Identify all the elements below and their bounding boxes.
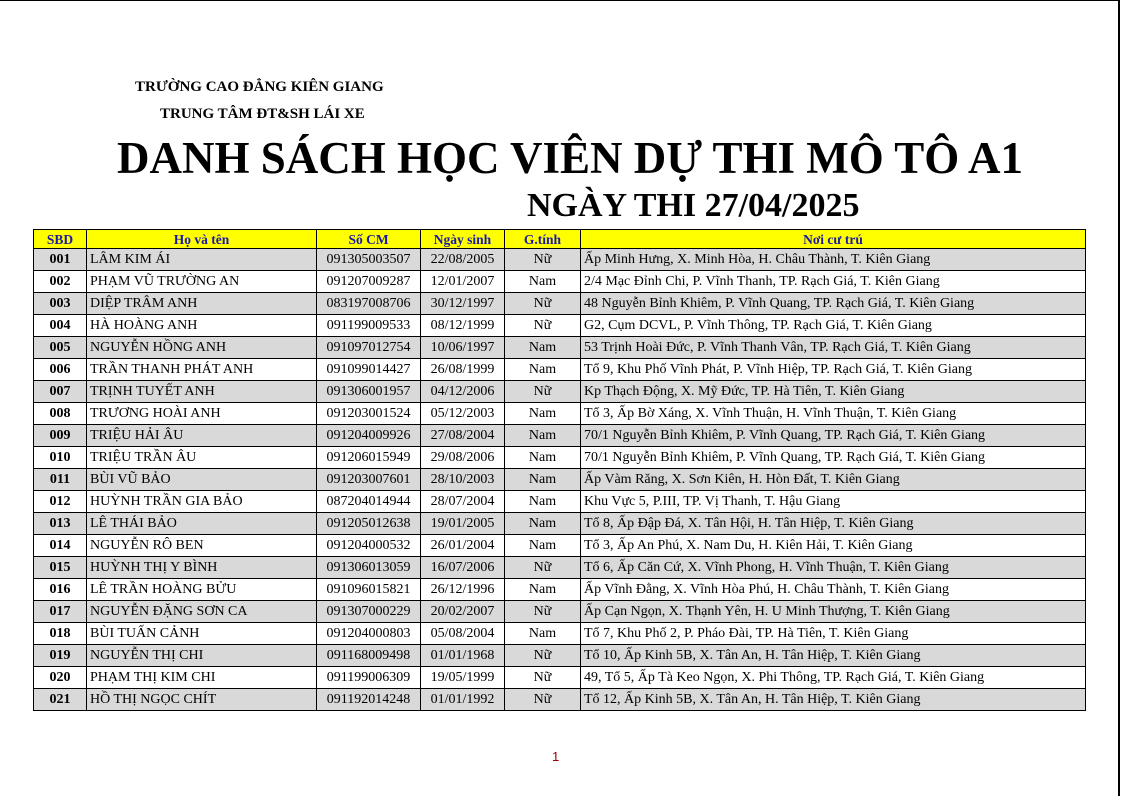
- table-row: [34, 535, 1086, 557]
- cell-id-number: 091207009287: [317, 271, 421, 293]
- cell-full-name: TRIỆU HẢI ÂU: [87, 425, 317, 447]
- cell-residence: Tổ 10, Ấp Kinh 5B, X. Tân An, H. Tân Hiệp, T. Kiên Giang: [581, 645, 1086, 667]
- cell-full-name: PHẠM THỊ KIM CHI: [87, 667, 317, 689]
- cell-gender: Nữ: [505, 667, 581, 689]
- table-row: [34, 491, 1086, 513]
- cell-full-name: LÊ THÁI BẢO: [87, 513, 317, 535]
- cell-gender: Nam: [505, 403, 581, 425]
- table-row: [34, 403, 1086, 425]
- cell-id-number: 083197008706: [317, 293, 421, 315]
- table-row: [34, 513, 1086, 535]
- cell-birth-date: 27/08/2004: [421, 425, 505, 447]
- cell-birth-date: 26/12/1996: [421, 579, 505, 601]
- school-name: TRƯỜNG CAO ĐẲNG KIÊN GIANG: [135, 79, 384, 95]
- cell-birth-date: 29/08/2006: [421, 447, 505, 469]
- cell-id-number: 091199006309: [317, 667, 421, 689]
- cell-full-name: TRỊNH TUYẾT ANH: [87, 381, 317, 403]
- cell-birth-date: 16/07/2006: [421, 557, 505, 579]
- cell-id-number: 091305003507: [317, 249, 421, 271]
- cell-residence: Ấp Cạn Ngọn, X. Thạnh Yên, H. U Minh Thượng, T. Kiên Giang: [581, 601, 1086, 623]
- cell-id-number: 091096015821: [317, 579, 421, 601]
- cell-birth-date: 19/01/2005: [421, 513, 505, 535]
- table-row: [34, 557, 1086, 579]
- cell-id-number: 091204000803: [317, 623, 421, 645]
- cell-id-number: 091307000229: [317, 601, 421, 623]
- cell-birth-date: 28/10/2003: [421, 469, 505, 491]
- cell-residence: 2/4 Mạc Đỉnh Chi, P. Vĩnh Thanh, TP. Rạch Giá, T. Kiên Giang: [581, 271, 1086, 293]
- cell-sbd: 008: [34, 403, 87, 425]
- cell-gender: Nam: [505, 337, 581, 359]
- cell-id-number: 091205012638: [317, 513, 421, 535]
- cell-gender: Nam: [505, 579, 581, 601]
- cell-residence: Tổ 12, Ấp Kinh 5B, X. Tân An, H. Tân Hiệp, T. Kiên Giang: [581, 689, 1086, 711]
- cell-birth-date: 30/12/1997: [421, 293, 505, 315]
- cell-id-number: 091204000532: [317, 535, 421, 557]
- cell-gender: Nam: [505, 447, 581, 469]
- cell-birth-date: 28/07/2004: [421, 491, 505, 513]
- cell-residence: G2, Cụm DCVL, P. Vĩnh Thông, TP. Rạch Giá, T. Kiên Giang: [581, 315, 1086, 337]
- table-body: [34, 249, 1086, 711]
- table-row: [34, 293, 1086, 315]
- cell-id-number: 091306013059: [317, 557, 421, 579]
- cell-residence: 53 Trịnh Hoài Đức, P. Vĩnh Thanh Vân, TP. Rạch Giá, T. Kiên Giang: [581, 337, 1086, 359]
- cell-id-number: 091192014248: [317, 689, 421, 711]
- cell-id-number: 091168009498: [317, 645, 421, 667]
- cell-sbd: 009: [34, 425, 87, 447]
- table-row: [34, 425, 1086, 447]
- table-row: [34, 315, 1086, 337]
- cell-gender: Nam: [505, 469, 581, 491]
- cell-birth-date: 10/06/1997: [421, 337, 505, 359]
- cell-full-name: HỒ THỊ NGỌC CHÍT: [87, 689, 317, 711]
- cell-gender: Nam: [505, 491, 581, 513]
- table-row: [34, 667, 1086, 689]
- cell-id-number: 087204014944: [317, 491, 421, 513]
- column-header-birth-date: Ngày sinh: [421, 230, 505, 249]
- cell-sbd: 004: [34, 315, 87, 337]
- cell-sbd: 006: [34, 359, 87, 381]
- cell-full-name: LÂM KIM ÁI: [87, 249, 317, 271]
- cell-full-name: TRIỆU TRẦN ÂU: [87, 447, 317, 469]
- cell-birth-date: 04/12/2006: [421, 381, 505, 403]
- cell-sbd: 010: [34, 447, 87, 469]
- cell-gender: Nữ: [505, 557, 581, 579]
- cell-sbd: 005: [34, 337, 87, 359]
- page-number: 1: [552, 749, 560, 764]
- cell-residence: Tổ 9, Khu Phố Vĩnh Phát, P. Vĩnh Hiệp, TP. Rạch Giá, T. Kiên Giang: [581, 359, 1086, 381]
- cell-full-name: NGUYỄN ĐẶNG SƠN CA: [87, 601, 317, 623]
- cell-id-number: 091099014427: [317, 359, 421, 381]
- cell-birth-date: 01/01/1992: [421, 689, 505, 711]
- cell-residence: Ấp Vàm Răng, X. Sơn Kiên, H. Hòn Đất, T. Kiên Giang: [581, 469, 1086, 491]
- table-row: [34, 337, 1086, 359]
- column-header-name: Họ và tên: [87, 230, 317, 249]
- cell-full-name: NGUYỄN HỒNG ANH: [87, 337, 317, 359]
- cell-id-number: 091203001524: [317, 403, 421, 425]
- cell-residence: Tổ 8, Ấp Đập Đá, X. Tân Hội, H. Tân Hiệp, T. Kiên Giang: [581, 513, 1086, 535]
- cell-gender: Nam: [505, 513, 581, 535]
- column-header-residence: Nơi cư trú: [581, 230, 1086, 249]
- cell-gender: Nam: [505, 271, 581, 293]
- cell-birth-date: 20/02/2007: [421, 601, 505, 623]
- cell-full-name: TRẦN THANH PHÁT ANH: [87, 359, 317, 381]
- cell-full-name: NGUYỄN RÔ BEN: [87, 535, 317, 557]
- table-row: [34, 623, 1086, 645]
- cell-gender: Nam: [505, 425, 581, 447]
- cell-gender: Nữ: [505, 381, 581, 403]
- cell-sbd: 013: [34, 513, 87, 535]
- cell-id-number: 091199009533: [317, 315, 421, 337]
- cell-id-number: 091204009926: [317, 425, 421, 447]
- cell-birth-date: 19/05/1999: [421, 667, 505, 689]
- cell-sbd: 001: [34, 249, 87, 271]
- cell-residence: 48 Nguyễn Bỉnh Khiêm, P. Vĩnh Quang, TP. Rạch Giá, T. Kiên Giang: [581, 293, 1086, 315]
- column-header-gender: G.tính: [505, 230, 581, 249]
- cell-birth-date: 26/08/1999: [421, 359, 505, 381]
- cell-residence: Khu Vực 5, P.III, TP. Vị Thanh, T. Hậu Giang: [581, 491, 1086, 513]
- cell-residence: Ấp Minh Hưng, X. Minh Hòa, H. Châu Thành, T. Kiên Giang: [581, 249, 1086, 271]
- cell-full-name: DIỆP TRÂM ANH: [87, 293, 317, 315]
- cell-gender: Nữ: [505, 293, 581, 315]
- cell-gender: Nữ: [505, 601, 581, 623]
- table-row: [34, 381, 1086, 403]
- cell-birth-date: 08/12/1999: [421, 315, 505, 337]
- cell-sbd: 017: [34, 601, 87, 623]
- cell-sbd: 007: [34, 381, 87, 403]
- cell-birth-date: 12/01/2007: [421, 271, 505, 293]
- cell-residence: Tổ 6, Ấp Căn Cứ, X. Vĩnh Phong, H. Vĩnh Thuận, T. Kiên Giang: [581, 557, 1086, 579]
- cell-full-name: BÙI VŨ BẢO: [87, 469, 317, 491]
- cell-residence: 70/1 Nguyễn Bỉnh Khiêm, P. Vĩnh Quang, TP. Rạch Giá, T. Kiên Giang: [581, 447, 1086, 469]
- cell-sbd: 011: [34, 469, 87, 491]
- cell-residence: 49, Tổ 5, Ấp Tà Keo Ngọn, X. Phi Thông, TP. Rạch Giá, T. Kiên Giang: [581, 667, 1086, 689]
- cell-residence: Tổ 3, Ấp Bờ Xáng, X. Vĩnh Thuận, H. Vĩnh Thuận, T. Kiên Giang: [581, 403, 1086, 425]
- cell-id-number: 091203007601: [317, 469, 421, 491]
- cell-sbd: 015: [34, 557, 87, 579]
- cell-residence: Ấp Vĩnh Đằng, X. Vĩnh Hòa Phú, H. Châu Thành, T. Kiên Giang: [581, 579, 1086, 601]
- table-row: [34, 601, 1086, 623]
- cell-birth-date: 05/12/2003: [421, 403, 505, 425]
- cell-sbd: 021: [34, 689, 87, 711]
- table-row: [34, 469, 1086, 491]
- cell-full-name: PHẠM VŨ TRƯỜNG AN: [87, 271, 317, 293]
- cell-gender: Nữ: [505, 249, 581, 271]
- cell-full-name: HUỲNH THỊ Y BÌNH: [87, 557, 317, 579]
- cell-sbd: 003: [34, 293, 87, 315]
- cell-gender: Nữ: [505, 689, 581, 711]
- table-row: [34, 359, 1086, 381]
- cell-gender: Nữ: [505, 315, 581, 337]
- cell-residence: Tổ 7, Khu Phố 2, P. Pháo Đài, TP. Hà Tiên, T. Kiên Giang: [581, 623, 1086, 645]
- table-row: [34, 689, 1086, 711]
- cell-full-name: LÊ TRẦN HOÀNG BỬU: [87, 579, 317, 601]
- cell-id-number: 091097012754: [317, 337, 421, 359]
- cell-gender: Nam: [505, 359, 581, 381]
- column-header-id-number: Số CM: [317, 230, 421, 249]
- column-header-sbd: SBD: [34, 230, 87, 249]
- table-row: [34, 645, 1086, 667]
- cell-full-name: HUỲNH TRẦN GIA BẢO: [87, 491, 317, 513]
- cell-sbd: 016: [34, 579, 87, 601]
- cell-birth-date: 26/01/2004: [421, 535, 505, 557]
- cell-full-name: NGUYỄN THỊ CHI: [87, 645, 317, 667]
- cell-birth-date: 05/08/2004: [421, 623, 505, 645]
- cell-sbd: 014: [34, 535, 87, 557]
- cell-residence: Tổ 3, Ấp An Phú, X. Nam Du, H. Kiên Hải, T. Kiên Giang: [581, 535, 1086, 557]
- document-title: DANH SÁCH HỌC VIÊN DỰ THI MÔ TÔ A1: [117, 133, 1023, 183]
- table-row: [34, 579, 1086, 601]
- cell-gender: Nữ: [505, 645, 581, 667]
- cell-sbd: 019: [34, 645, 87, 667]
- center-name: TRUNG TÂM ĐT&SH LÁI XE: [160, 106, 365, 122]
- cell-sbd: 020: [34, 667, 87, 689]
- cell-residence: Kp Thạch Động, X. Mỹ Đức, TP. Hà Tiên, T. Kiên Giang: [581, 381, 1086, 403]
- cell-id-number: 091306001957: [317, 381, 421, 403]
- cell-gender: Nam: [505, 623, 581, 645]
- table-header-row: [34, 230, 1086, 249]
- cell-residence: 70/1 Nguyễn Bỉnh Khiêm, P. Vĩnh Quang, TP. Rạch Giá, T. Kiên Giang: [581, 425, 1086, 447]
- exam-date: NGÀY THI 27/04/2025: [527, 187, 860, 224]
- table-row: [34, 249, 1086, 271]
- cell-gender: Nam: [505, 535, 581, 557]
- cell-id-number: 091206015949: [317, 447, 421, 469]
- cell-birth-date: 01/01/1968: [421, 645, 505, 667]
- cell-birth-date: 22/08/2005: [421, 249, 505, 271]
- cell-full-name: BÙI TUẤN CẢNH: [87, 623, 317, 645]
- cell-full-name: HÀ HOÀNG ANH: [87, 315, 317, 337]
- table-row: [34, 447, 1086, 469]
- student-roster-table: [33, 229, 1086, 711]
- cell-sbd: 018: [34, 623, 87, 645]
- cell-sbd: 012: [34, 491, 87, 513]
- cell-sbd: 002: [34, 271, 87, 293]
- table-row: [34, 271, 1086, 293]
- cell-full-name: TRƯƠNG HOÀI ANH: [87, 403, 317, 425]
